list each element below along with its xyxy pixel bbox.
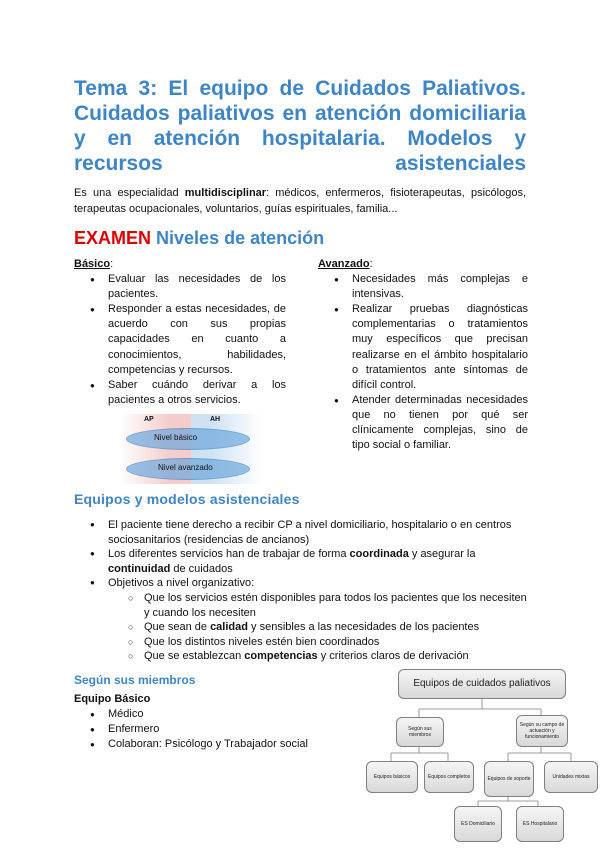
levels-heading <box>74 228 324 249</box>
item-text: y criterios claros de derivación <box>317 650 469 663</box>
basic-level-column: Básico: ● Evaluar las necesidades de los pacientes. ● Responder a estas necesidades, de acuerdo con sus propias capacidades en cuanto a conocimientos, habilidades, competencias y recursos. ● Saber cuándo derivar a los pacientes a otros servicios. <box>74 257 286 408</box>
org-complete-teams: Equipos completos <box>424 761 474 793</box>
org-by-members: Según sus miembros <box>396 717 444 747</box>
item-text: y asegurar la <box>408 548 476 561</box>
basic-level-item: ● Saber cuándo derivar a los pacientes a otros servicios. <box>108 378 286 408</box>
levels-heading-text: Niveles de atención <box>156 228 325 248</box>
team-member-item: ● Colaboran: Psicólogo y Trabajador social <box>108 737 308 752</box>
org-chart <box>358 665 600 848</box>
objectives-list <box>108 591 534 664</box>
objective-item <box>144 591 534 620</box>
equipos-list <box>74 518 534 664</box>
item-text: Los diferentes servicios han de trabajar de forma <box>108 548 350 561</box>
emphasis-text: coordinada <box>349 548 409 561</box>
emphasis-text: competencias <box>244 650 318 663</box>
org-hospital-support: ES Hospitalario <box>516 806 564 842</box>
advanced-level-ellipse-label: Nivel avanzado <box>158 463 213 472</box>
item-text: Que sean de <box>144 621 211 634</box>
advanced-level-list <box>318 272 528 453</box>
equipos-item <box>108 547 534 576</box>
ah-label: AH <box>210 416 221 423</box>
advanced-level-item: ● Realizar pruebas diagnósticas complementarias o tratamientos muy específicos que precisan realizarse en el ámbito hospitalario o tratamientos ante síntomas de difícil control. <box>352 302 528 393</box>
members-heading: Según sus miembros <box>74 673 196 687</box>
equipos-item <box>108 576 534 664</box>
org-home-support: ES Domiciliario <box>454 806 502 842</box>
org-basic-teams: Equipos básicos <box>366 761 418 793</box>
intro-text-rest: : médicos, enfermeros, fisioterapeutas, psicólogos, terapeutas ocupacionales, voluntarios, guías espirituales, familia... <box>74 187 527 215</box>
levels-diagram <box>120 414 262 484</box>
org-mixed-units: Unidades mixtas <box>544 761 598 793</box>
ap-label: AP <box>144 416 154 423</box>
item-text: y sensibles a las necesidades de los pacientes <box>247 621 480 634</box>
basic-level-item: ● Responder a estas necesidades, de acuerdo con sus propias capacidades en cuanto a conocimientos, habilidades, competencias y recursos. <box>108 302 286 377</box>
item-text: El paciente tiene derecho a recibir CP a nivel domiciliario, hospitalario o en centros sociosanitarios (residencias de ancianos) <box>108 519 512 546</box>
basic-team-title: Equipo Básico <box>74 693 151 705</box>
equipos-item <box>108 518 534 547</box>
emphasis-text: continuidad <box>108 562 171 575</box>
intro-paragraph <box>74 185 526 217</box>
intro-bold: multidisciplinar <box>184 187 267 199</box>
advanced-level-column: Avanzado: ● Necesidades más complejas e intensivas. ● Realizar pruebas diagnósticas complementarias o tratamientos muy específicos que precisan realizarse en el ámbito hospitalario o tratamientos ante síntomas de difícil control. ● Atender determinadas necesidades que no tienen por qué ser clínicamente complejas, sino de tipo social o familiar. <box>318 257 528 453</box>
org-by-field: Según su campo de actuación y funcionamiento <box>516 715 568 747</box>
emphasis-text: calidad <box>210 621 248 634</box>
team-member-item: ● Médico <box>108 707 308 722</box>
equipos-heading: Equipos y modelos asistenciales <box>74 491 300 507</box>
basic-level-item: ● Evaluar las necesidades de los pacientes. <box>108 272 286 302</box>
item-text: Que los distintos niveles estén bien coordinados <box>144 635 380 648</box>
team-member-item: ● Enfermero <box>108 722 308 737</box>
intro-text: Es una especialidad <box>74 187 185 199</box>
org-root: Equipos de cuidados paliativos <box>398 669 566 699</box>
objective-item <box>144 620 534 635</box>
item-text: Que se establezcan <box>144 650 245 663</box>
exam-tag: EXAMEN <box>74 228 152 248</box>
item-text: Objetivos a nivel organizativo: <box>108 577 255 590</box>
org-support-teams: Equipos de soporte <box>484 761 534 797</box>
advanced-level-label: Avanzado <box>318 258 370 270</box>
basic-level-label: Básico <box>74 258 111 270</box>
page-title: Tema 3: El equipo de Cuidados Paliativos. Cuidados paliativos en atención domiciliaria y en atención hospitalaria. Modelos y recursos asistenciales <box>74 77 526 175</box>
advanced-level-item: ● Necesidades más complejas e intensivas. <box>352 272 528 302</box>
advanced-level-item: ● Atender determinadas necesidades que no tienen por qué ser clínicamente complejas, sino de tipo social o familiar. <box>352 393 528 453</box>
basic-team-section <box>74 692 308 752</box>
objective-item <box>144 635 534 650</box>
basic-team-list <box>74 707 308 752</box>
item-text: Que los servicios estén disponibles para todos los pacientes que los necesiten y cuando los necesiten <box>144 591 527 619</box>
basic-level-list <box>74 272 286 408</box>
item-text: de cuidados <box>170 562 233 575</box>
basic-level-ellipse-label: Nivel básico <box>154 433 198 442</box>
objective-item <box>144 649 534 664</box>
